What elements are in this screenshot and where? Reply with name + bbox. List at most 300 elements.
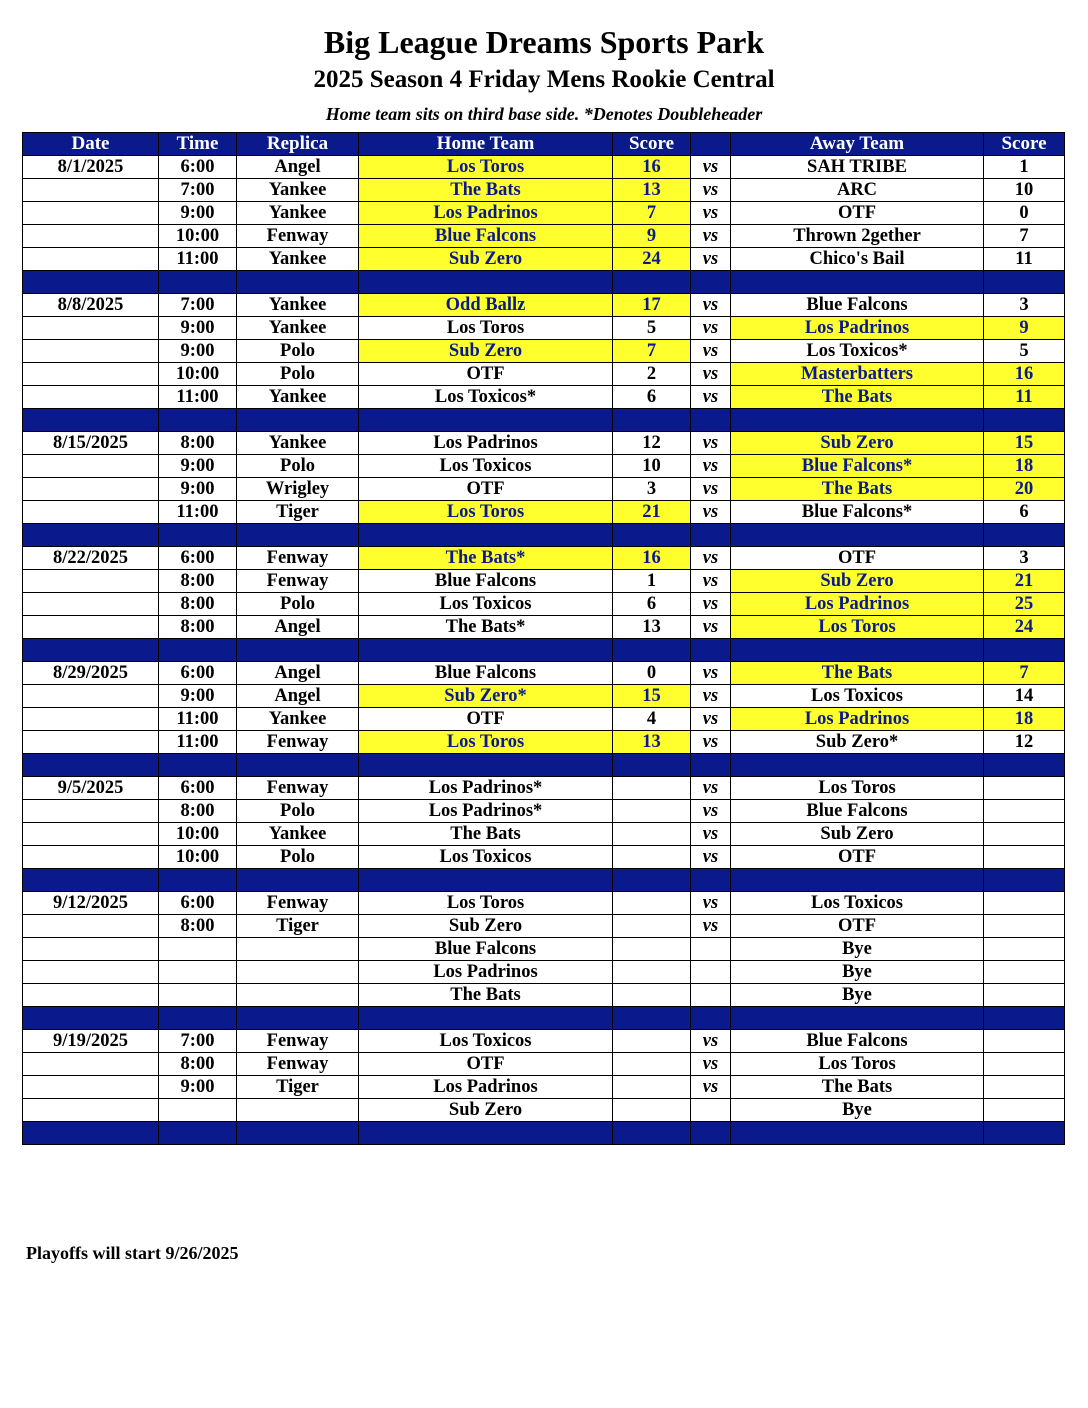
date-cell xyxy=(23,570,159,593)
vs-cell: vs xyxy=(691,616,731,639)
away-team-cell: Bye xyxy=(731,961,984,984)
separator-cell xyxy=(159,1122,237,1145)
replica-cell: Polo xyxy=(237,363,359,386)
separator-cell xyxy=(359,524,613,547)
away-score-cell xyxy=(984,1099,1065,1122)
away-team-cell: SAH TRIBE xyxy=(731,156,984,179)
away-score-cell: 24 xyxy=(984,616,1065,639)
away-team-cell: Masterbatters xyxy=(731,363,984,386)
home-team-cell: Los Padrinos xyxy=(359,1076,613,1099)
replica-cell xyxy=(237,938,359,961)
replica-cell: Yankee xyxy=(237,294,359,317)
time-cell: 11:00 xyxy=(159,708,237,731)
time-cell: 6:00 xyxy=(159,156,237,179)
time-cell: 10:00 xyxy=(159,363,237,386)
date-cell xyxy=(23,225,159,248)
time-cell: 8:00 xyxy=(159,593,237,616)
home-score-cell xyxy=(613,1030,691,1053)
away-team-cell: The Bats xyxy=(731,662,984,685)
time-cell: 11:00 xyxy=(159,248,237,271)
vs-cell: vs xyxy=(691,892,731,915)
home-score-cell: 16 xyxy=(613,547,691,570)
away-score-cell: 6 xyxy=(984,501,1065,524)
date-cell xyxy=(23,800,159,823)
away-team-cell: OTF xyxy=(731,547,984,570)
separator-cell xyxy=(237,409,359,432)
vs-cell: vs xyxy=(691,823,731,846)
date-cell xyxy=(23,386,159,409)
time-cell xyxy=(159,961,237,984)
separator-cell xyxy=(984,1007,1065,1030)
date-cell xyxy=(23,202,159,225)
time-cell: 8:00 xyxy=(159,1053,237,1076)
time-cell: 9:00 xyxy=(159,340,237,363)
away-team-cell: Sub Zero xyxy=(731,432,984,455)
date-cell xyxy=(23,593,159,616)
vs-cell xyxy=(691,961,731,984)
separator-cell xyxy=(23,1122,159,1145)
table-row xyxy=(23,570,1065,593)
home-team-cell: Sub Zero xyxy=(359,915,613,938)
separator-cell xyxy=(691,754,731,777)
away-score-cell: 9 xyxy=(984,317,1065,340)
separator-cell xyxy=(613,271,691,294)
col-header-home-team: Home Team xyxy=(359,133,613,156)
separator-cell xyxy=(984,524,1065,547)
replica-cell: Polo xyxy=(237,340,359,363)
table-row xyxy=(23,1053,1065,1076)
home-score-cell: 13 xyxy=(613,616,691,639)
away-score-cell: 11 xyxy=(984,386,1065,409)
away-team-cell: Los Toros xyxy=(731,1053,984,1076)
date-cell xyxy=(23,317,159,340)
away-team-cell: Los Toros xyxy=(731,777,984,800)
separator-cell xyxy=(613,639,691,662)
home-score-cell: 6 xyxy=(613,386,691,409)
replica-cell: Polo xyxy=(237,455,359,478)
replica-cell: Tiger xyxy=(237,501,359,524)
home-team-cell: Los Padrinos xyxy=(359,961,613,984)
home-score-cell: 13 xyxy=(613,179,691,202)
table-row xyxy=(23,317,1065,340)
separator-cell xyxy=(359,271,613,294)
replica-cell: Wrigley xyxy=(237,478,359,501)
replica-cell: Yankee xyxy=(237,386,359,409)
away-team-cell: Los Toxicos xyxy=(731,685,984,708)
date-cell xyxy=(23,846,159,869)
away-team-cell: Bye xyxy=(731,984,984,1007)
away-team-cell: Blue Falcons xyxy=(731,1030,984,1053)
home-score-cell xyxy=(613,938,691,961)
away-score-cell: 11 xyxy=(984,248,1065,271)
replica-cell: Yankee xyxy=(237,179,359,202)
away-score-cell xyxy=(984,915,1065,938)
separator-cell xyxy=(237,639,359,662)
separator-cell xyxy=(613,869,691,892)
home-team-cell: The Bats* xyxy=(359,616,613,639)
home-team-cell: Los Toros xyxy=(359,156,613,179)
separator-cell xyxy=(691,869,731,892)
time-cell: 6:00 xyxy=(159,547,237,570)
home-team-cell: The Bats xyxy=(359,179,613,202)
home-team-cell: OTF xyxy=(359,1053,613,1076)
replica-cell: Angel xyxy=(237,156,359,179)
week-separator-row xyxy=(23,1007,1065,1030)
home-team-cell: Los Toros xyxy=(359,317,613,340)
separator-cell xyxy=(731,639,984,662)
away-score-cell: 3 xyxy=(984,547,1065,570)
date-cell xyxy=(23,984,159,1007)
separator-cell xyxy=(691,639,731,662)
away-score-cell: 21 xyxy=(984,570,1065,593)
separator-cell xyxy=(359,1122,613,1145)
away-score-cell: 7 xyxy=(984,225,1065,248)
table-row xyxy=(23,225,1065,248)
replica-cell xyxy=(237,984,359,1007)
time-cell: 8:00 xyxy=(159,915,237,938)
date-cell xyxy=(23,1076,159,1099)
home-team-cell: The Bats xyxy=(359,984,613,1007)
time-cell: 11:00 xyxy=(159,386,237,409)
home-score-cell: 12 xyxy=(613,432,691,455)
page-subtitle: 2025 Season 4 Friday Mens Rookie Central xyxy=(313,66,775,93)
vs-cell: vs xyxy=(691,846,731,869)
away-score-cell xyxy=(984,800,1065,823)
table-row xyxy=(23,1030,1065,1053)
time-cell: 6:00 xyxy=(159,662,237,685)
separator-cell xyxy=(159,524,237,547)
replica-cell: Fenway xyxy=(237,1030,359,1053)
separator-cell xyxy=(159,754,237,777)
vs-cell: vs xyxy=(691,662,731,685)
home-team-cell: Sub Zero xyxy=(359,1099,613,1122)
home-team-cell: Blue Falcons xyxy=(359,570,613,593)
away-team-cell: Blue Falcons* xyxy=(731,455,984,478)
table-row xyxy=(23,501,1065,524)
time-cell: 9:00 xyxy=(159,1076,237,1099)
separator-cell xyxy=(691,1122,731,1145)
away-score-cell: 16 xyxy=(984,363,1065,386)
vs-cell: vs xyxy=(691,386,731,409)
separator-cell xyxy=(359,754,613,777)
away-team-cell: The Bats xyxy=(731,478,984,501)
home-team-cell: Los Padrinos* xyxy=(359,800,613,823)
home-team-cell: OTF xyxy=(359,708,613,731)
home-team-cell: Los Padrinos xyxy=(359,432,613,455)
replica-cell: Yankee xyxy=(237,317,359,340)
date-cell xyxy=(23,340,159,363)
home-score-cell xyxy=(613,777,691,800)
table-row xyxy=(23,547,1065,570)
vs-cell: vs xyxy=(691,156,731,179)
vs-cell: vs xyxy=(691,340,731,363)
separator-cell xyxy=(159,1007,237,1030)
away-score-cell xyxy=(984,984,1065,1007)
table-row xyxy=(23,179,1065,202)
replica-cell: Yankee xyxy=(237,823,359,846)
separator-cell xyxy=(237,1122,359,1145)
time-cell xyxy=(159,938,237,961)
week-separator-row xyxy=(23,409,1065,432)
table-row xyxy=(23,455,1065,478)
separator-cell xyxy=(984,271,1065,294)
home-team-cell: Sub Zero* xyxy=(359,685,613,708)
home-score-cell: 5 xyxy=(613,317,691,340)
vs-cell: vs xyxy=(691,455,731,478)
separator-cell xyxy=(359,639,613,662)
replica-cell: Fenway xyxy=(237,892,359,915)
time-cell: 10:00 xyxy=(159,823,237,846)
vs-cell: vs xyxy=(691,179,731,202)
separator-cell xyxy=(613,754,691,777)
date-cell xyxy=(23,179,159,202)
away-team-cell: Los Toros xyxy=(731,616,984,639)
vs-cell xyxy=(691,1099,731,1122)
away-score-cell: 1 xyxy=(984,156,1065,179)
replica-cell: Fenway xyxy=(237,777,359,800)
away-team-cell: OTF xyxy=(731,846,984,869)
date-cell xyxy=(23,685,159,708)
separator-cell xyxy=(731,1122,984,1145)
time-cell: 9:00 xyxy=(159,317,237,340)
away-team-cell: The Bats xyxy=(731,386,984,409)
separator-cell xyxy=(237,1007,359,1030)
playoffs-note: Playoffs will start 9/26/2025 xyxy=(26,1243,239,1263)
replica-cell: Fenway xyxy=(237,547,359,570)
time-cell: 6:00 xyxy=(159,777,237,800)
home-score-cell: 21 xyxy=(613,501,691,524)
home-score-cell: 6 xyxy=(613,593,691,616)
table-row xyxy=(23,846,1065,869)
away-team-cell: Sub Zero* xyxy=(731,731,984,754)
home-team-cell: Los Toxicos xyxy=(359,455,613,478)
separator-cell xyxy=(984,639,1065,662)
table-row xyxy=(23,156,1065,179)
home-score-cell: 3 xyxy=(613,478,691,501)
table-row xyxy=(23,823,1065,846)
separator-cell xyxy=(23,271,159,294)
replica-cell: Tiger xyxy=(237,915,359,938)
replica-cell: Tiger xyxy=(237,1076,359,1099)
vs-cell: vs xyxy=(691,547,731,570)
away-score-cell xyxy=(984,1030,1065,1053)
separator-cell xyxy=(613,524,691,547)
away-team-cell: Thrown 2gether xyxy=(731,225,984,248)
separator-cell xyxy=(691,1007,731,1030)
date-cell: 8/29/2025 xyxy=(23,662,159,685)
away-team-cell: Los Padrinos xyxy=(731,708,984,731)
separator-cell xyxy=(984,754,1065,777)
table-row xyxy=(23,662,1065,685)
replica-cell xyxy=(237,1099,359,1122)
date-cell xyxy=(23,731,159,754)
home-score-cell: 0 xyxy=(613,662,691,685)
date-cell xyxy=(23,1099,159,1122)
date-cell: 9/5/2025 xyxy=(23,777,159,800)
away-score-cell: 20 xyxy=(984,478,1065,501)
separator-cell xyxy=(23,869,159,892)
away-score-cell: 18 xyxy=(984,708,1065,731)
separator-cell xyxy=(731,524,984,547)
table-row xyxy=(23,616,1065,639)
away-score-cell xyxy=(984,961,1065,984)
away-team-cell: Chico's Bail xyxy=(731,248,984,271)
table-row xyxy=(23,1076,1065,1099)
page-title: Big League Dreams Sports Park xyxy=(323,24,765,60)
time-cell xyxy=(159,984,237,1007)
separator-cell xyxy=(691,271,731,294)
away-team-cell: Los Toxicos* xyxy=(731,340,984,363)
home-score-cell xyxy=(613,961,691,984)
separator-cell xyxy=(613,1122,691,1145)
date-cell: 8/1/2025 xyxy=(23,156,159,179)
replica-cell: Angel xyxy=(237,685,359,708)
home-team-cell: Blue Falcons xyxy=(359,662,613,685)
vs-cell: vs xyxy=(691,202,731,225)
date-cell xyxy=(23,501,159,524)
date-cell xyxy=(23,708,159,731)
table-row xyxy=(23,984,1065,1007)
separator-cell xyxy=(731,1007,984,1030)
table-row xyxy=(23,685,1065,708)
away-team-cell: Blue Falcons xyxy=(731,294,984,317)
home-score-cell: 1 xyxy=(613,570,691,593)
separator-cell xyxy=(23,1007,159,1030)
away-team-cell: Bye xyxy=(731,938,984,961)
separator-cell xyxy=(23,409,159,432)
home-team-cell: Los Toros xyxy=(359,501,613,524)
replica-cell: Polo xyxy=(237,593,359,616)
home-score-cell xyxy=(613,892,691,915)
home-team-cell: Odd Ballz xyxy=(359,294,613,317)
home-score-cell: 4 xyxy=(613,708,691,731)
separator-cell xyxy=(731,409,984,432)
table-row xyxy=(23,202,1065,225)
table-row xyxy=(23,892,1065,915)
table-row xyxy=(23,593,1065,616)
away-team-cell: Blue Falcons xyxy=(731,800,984,823)
date-cell xyxy=(23,363,159,386)
date-cell xyxy=(23,455,159,478)
replica-cell: Yankee xyxy=(237,708,359,731)
separator-cell xyxy=(237,754,359,777)
table-row xyxy=(23,294,1065,317)
separator-cell xyxy=(237,524,359,547)
schedule-table xyxy=(22,132,1065,1145)
home-team-cell: Los Toxicos xyxy=(359,1030,613,1053)
time-cell: 7:00 xyxy=(159,179,237,202)
date-cell xyxy=(23,248,159,271)
date-cell: 8/8/2025 xyxy=(23,294,159,317)
time-cell: 7:00 xyxy=(159,294,237,317)
table-row xyxy=(23,961,1065,984)
home-score-cell: 7 xyxy=(613,340,691,363)
date-cell: 8/15/2025 xyxy=(23,432,159,455)
home-team-cell: Blue Falcons xyxy=(359,225,613,248)
home-team-cell: Los Padrinos xyxy=(359,202,613,225)
date-cell xyxy=(23,478,159,501)
away-score-cell: 0 xyxy=(984,202,1065,225)
away-score-cell xyxy=(984,1053,1065,1076)
table-row xyxy=(23,386,1065,409)
col-header-date: Date xyxy=(23,133,159,156)
home-team-cell: The Bats xyxy=(359,823,613,846)
date-cell xyxy=(23,1053,159,1076)
away-score-cell xyxy=(984,846,1065,869)
time-cell: 11:00 xyxy=(159,731,237,754)
home-score-cell: 24 xyxy=(613,248,691,271)
date-cell xyxy=(23,616,159,639)
time-cell: 8:00 xyxy=(159,432,237,455)
home-team-cell: OTF xyxy=(359,478,613,501)
date-cell xyxy=(23,823,159,846)
col-header-home-score: Score xyxy=(613,133,691,156)
home-team-cell: Los Padrinos* xyxy=(359,777,613,800)
col-header-replica: Replica xyxy=(237,133,359,156)
table-row xyxy=(23,800,1065,823)
separator-cell xyxy=(159,409,237,432)
vs-cell: vs xyxy=(691,593,731,616)
replica-cell: Polo xyxy=(237,800,359,823)
separator-cell xyxy=(691,409,731,432)
separator-cell xyxy=(731,869,984,892)
time-cell: 8:00 xyxy=(159,616,237,639)
time-cell: 9:00 xyxy=(159,202,237,225)
away-team-cell: The Bats xyxy=(731,1076,984,1099)
home-team-cell: Los Toros xyxy=(359,892,613,915)
away-score-cell: 25 xyxy=(984,593,1065,616)
replica-cell: Yankee xyxy=(237,432,359,455)
home-score-cell xyxy=(613,800,691,823)
vs-cell: vs xyxy=(691,1076,731,1099)
separator-cell xyxy=(23,754,159,777)
vs-cell: vs xyxy=(691,915,731,938)
separator-cell xyxy=(731,271,984,294)
date-cell xyxy=(23,915,159,938)
time-cell: 6:00 xyxy=(159,892,237,915)
home-score-cell: 17 xyxy=(613,294,691,317)
vs-cell xyxy=(691,984,731,1007)
away-team-cell: Los Toxicos xyxy=(731,892,984,915)
away-score-cell: 10 xyxy=(984,179,1065,202)
col-header-away-team: Away Team xyxy=(731,133,984,156)
home-score-cell xyxy=(613,823,691,846)
week-separator-row xyxy=(23,869,1065,892)
time-cell: 10:00 xyxy=(159,846,237,869)
page-note: Home team sits on third base side. *Denotes Doubleheader xyxy=(325,104,763,124)
schedule-body xyxy=(23,156,1065,1145)
separator-cell xyxy=(237,271,359,294)
replica-cell: Fenway xyxy=(237,1053,359,1076)
home-score-cell: 7 xyxy=(613,202,691,225)
home-team-cell: Los Toros xyxy=(359,731,613,754)
date-cell: 8/22/2025 xyxy=(23,547,159,570)
home-score-cell xyxy=(613,1099,691,1122)
away-team-cell: Sub Zero xyxy=(731,570,984,593)
home-score-cell: 15 xyxy=(613,685,691,708)
away-team-cell: ARC xyxy=(731,179,984,202)
vs-cell: vs xyxy=(691,685,731,708)
away-team-cell: Sub Zero xyxy=(731,823,984,846)
separator-cell xyxy=(359,409,613,432)
week-separator-row xyxy=(23,639,1065,662)
replica-cell xyxy=(237,961,359,984)
home-score-cell: 10 xyxy=(613,455,691,478)
home-score-cell: 9 xyxy=(613,225,691,248)
date-cell: 9/12/2025 xyxy=(23,892,159,915)
away-team-cell: OTF xyxy=(731,915,984,938)
table-row xyxy=(23,1099,1065,1122)
